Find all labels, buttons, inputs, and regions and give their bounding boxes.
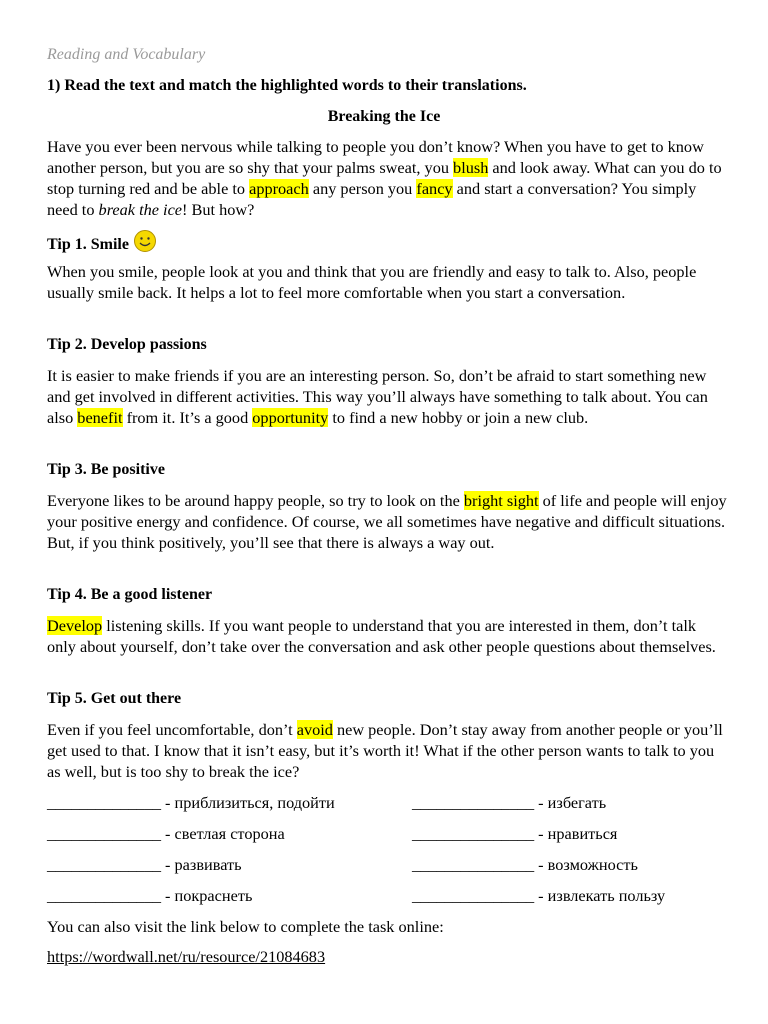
tip-1-paragraph: When you smile, people look at you and think that you are friendly and easy to talk to. Also, people usually smile back. It helps a lot to feel more comfortable when you start a conversation. xyxy=(47,262,697,302)
tip-4-paragraph xyxy=(47,615,727,657)
matching-row xyxy=(47,823,727,844)
tip-4-text-1: listening skills. If you want people to understand that you are interested in them, don’t talk only about yourself, don’t take over the conversation and ask other people questions about themselves. xyxy=(47,616,716,656)
tip-3-text-2: of life and people will enjoy your positive energy and confidence. Of course, we all sometimes have negative and difficult situations. But, if you think positively, you’ll see that there is always a way out. xyxy=(47,491,727,552)
matching-right-1[interactable]: _______________ - избегать xyxy=(412,793,607,812)
intro-text-1: Have you ever been nervous while talking to people you don’t know? When you have to get to know another person, but you are so shy that your palms sweat, you xyxy=(47,137,704,177)
tip-2-heading: Tip 2. Develop passions xyxy=(47,336,207,353)
matching-right-2[interactable]: _______________ - нравиться xyxy=(412,824,618,843)
tip-1-label: Tip 1. Smile xyxy=(47,236,129,253)
intro-text-5: ! But how? xyxy=(182,200,255,219)
tip-5-text-1: Even if you feel uncomfortable, don’t xyxy=(47,720,297,739)
tip-5-paragraph xyxy=(47,719,727,782)
tip-3-heading: Tip 3. Be positive xyxy=(47,461,165,478)
intro-paragraph xyxy=(47,136,727,220)
tip-2-text-1: It is easier to make friends if you are an interesting person. So, don’t be afraid to start something new and get involved in different activities. This way you’ll always have something to talk about. You can also xyxy=(47,366,708,427)
matching-row xyxy=(47,854,727,875)
tip-3-text-1: Everyone likes to be around happy people, so try to look on the xyxy=(47,491,464,510)
smiley-icon xyxy=(133,229,157,259)
matching-right-4[interactable]: _______________ - извлекать пользу xyxy=(412,886,666,905)
matching-left-1[interactable]: ______________ - приблизиться, подойти xyxy=(47,793,335,812)
highlight-bright-sight: bright sight xyxy=(463,491,539,510)
tip-2-text-2: from it. It’s a good xyxy=(122,408,253,427)
intro-text-3: any person you xyxy=(308,179,417,198)
highlight-benefit: benefit xyxy=(77,408,123,427)
matching-right-3[interactable]: _______________ - возможность xyxy=(412,855,638,874)
text-title: Breaking the Ice xyxy=(327,108,441,125)
online-task-note: You can also visit the link below to complete the task online: xyxy=(47,917,444,936)
task-instruction: 1) Read the text and match the highlighted words to their translations. xyxy=(47,77,527,94)
highlight-develop: Develop xyxy=(47,616,103,635)
intro-text-2: and look away. What can you do to stop turning red and be able to xyxy=(47,158,722,198)
matching-row xyxy=(47,885,727,906)
tip-2-text-3: to find a new hobby or join a new club. xyxy=(328,408,589,427)
tip-5-text-2: new people. Don’t stay away from another people or you’ll get used to that. I know that it isn’t easy, but it’s worth it! What if the other person wants to talk to you as well, but is too shy to break the ice? xyxy=(47,720,723,781)
tip-3-paragraph xyxy=(47,490,727,553)
highlight-approach: approach xyxy=(249,179,309,198)
intro-text-4: and start a conversation? You simply need to xyxy=(47,179,697,219)
tip-1-heading xyxy=(47,229,157,259)
tip-4-heading: Tip 4. Be a good listener xyxy=(47,586,213,603)
matching-left-3[interactable]: ______________ - развивать xyxy=(47,855,242,874)
wordwall-link[interactable]: https://wordwall.net/ru/resource/21084683 xyxy=(47,947,326,966)
tip-2-paragraph xyxy=(47,365,727,428)
highlight-blush: blush xyxy=(453,158,489,177)
highlight-avoid: avoid xyxy=(296,720,333,739)
highlight-opportunity: opportunity xyxy=(252,408,329,427)
highlight-fancy: fancy xyxy=(416,179,453,198)
tip-5-heading: Tip 5. Get out there xyxy=(47,690,182,707)
matching-row xyxy=(47,792,727,813)
section-header: Reading and Vocabulary xyxy=(47,46,206,63)
intro-italic: break the ice xyxy=(98,200,183,219)
matching-left-4[interactable]: ______________ - покраснеть xyxy=(47,886,253,905)
matching-left-2[interactable]: ______________ - светлая сторона xyxy=(47,824,285,843)
